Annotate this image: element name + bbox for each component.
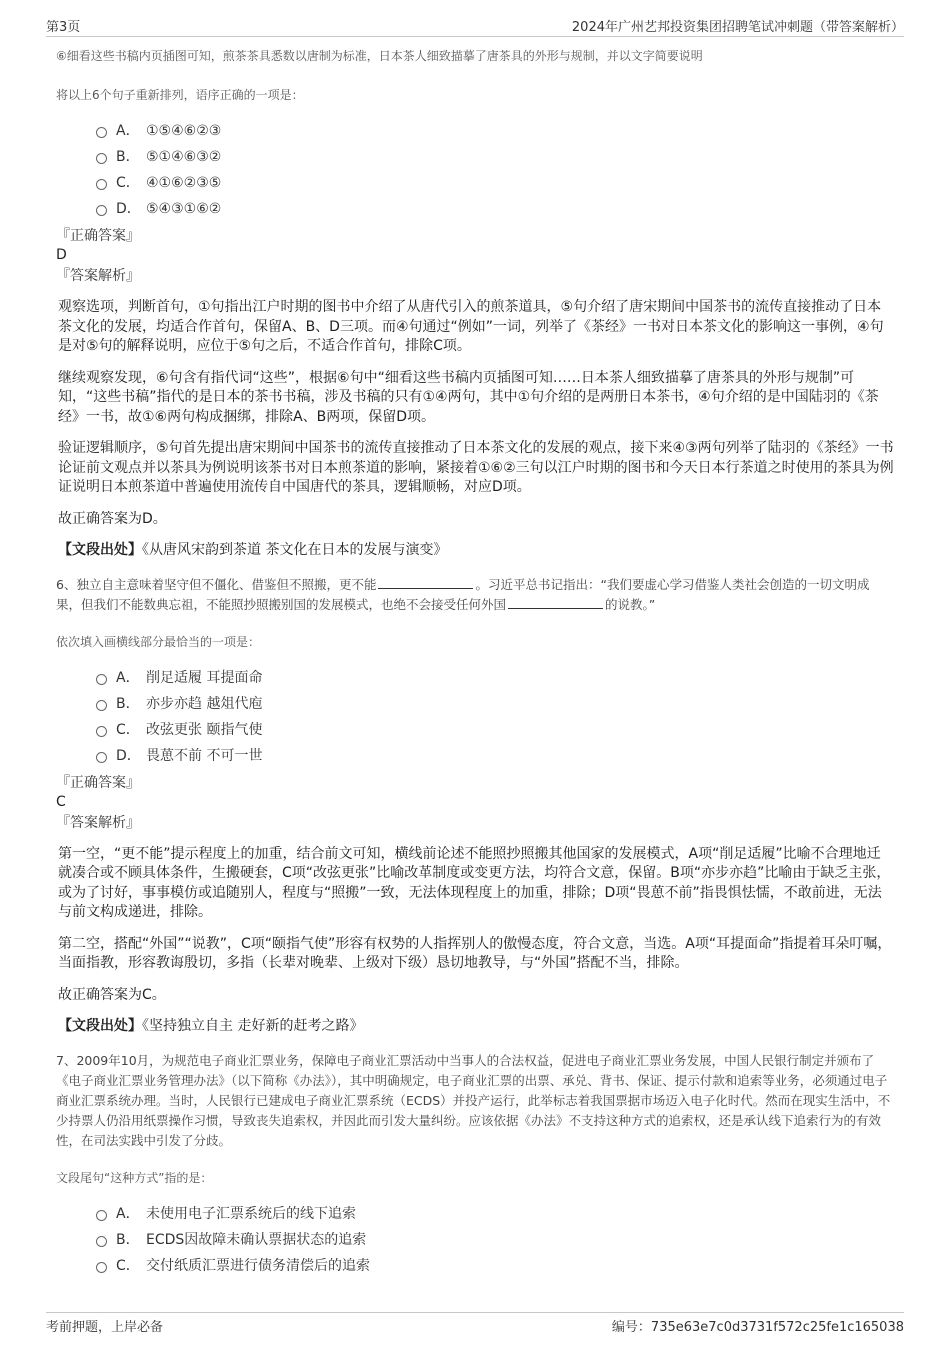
q6-option-a[interactable]: A． 削足适履 耳提面命: [56, 665, 894, 691]
q5-answer-tag: 『正确答案』: [56, 228, 140, 244]
q6-analysis-p2: 第二空，搭配“外国”“说教”，C项“颐指气使”形容有权势的人指挥别人的傲慢态度，符合文意，当选。A项“耳提面命”指提着耳朵叮嘱，当面指教，形容教诲殷切，多指（长辈对晚辈、上级对下级）恳切地教导，与“外国”搭配不当，排除。: [58, 935, 892, 971]
q6-option-c[interactable]: C． 改弦更张 颐指气使: [56, 717, 894, 743]
q5-analysis-p2: 继续观察发现，⑥句含有指代词“这些”，根据⑥句中“细看这些书稿内页插图可知……日本茶人细致描摹了唐茶具的外形与规制”可知，“这些书稿”指代的是日本的茶书书稿，涉及书稿的只有①④两句，其中①句介绍的是两册日本茶书，④句介绍的是中国陆羽的《茶经》一书，故①⑥两句构成捆绑，排除A、B两项，保留D项。: [58, 369, 879, 425]
radio-icon[interactable]: [96, 752, 107, 763]
page-header: [46, 14, 904, 37]
radio-icon[interactable]: [96, 1236, 107, 1247]
footer-slogan: 考前押题，上岸必备: [46, 1320, 164, 1335]
q6-blank-1: [378, 576, 473, 589]
q6-stem: 6、独立自主意味着坚守但不僵化、借鉴但不照搬，更不能 。习近平总书记指出：“我们要虚心学习借鉴人类社会创造的一切文明成果，但我们不能数典忘祖，不能照抄照搬别国的发展模式，也绝不会接受任何外国 的说教。”: [56, 576, 870, 612]
document-title: 2024年广州艺邦投资集团招聘笔试冲刺题（带答案解析）: [571, 20, 904, 35]
q5-analysis-conclusion: 故正确答案为D。: [58, 510, 167, 527]
q5-option-a[interactable]: A． ①⑤④⑥②③: [56, 118, 894, 144]
q6-analysis-tag: 『答案解析』: [56, 814, 140, 831]
q6-source: 【文段出处】《坚持独立自主 走好新的赶考之路》: [58, 1018, 364, 1034]
radio-icon[interactable]: [96, 726, 107, 737]
q6-prompt: 依次填入画横线部分最恰当的一项是：: [56, 634, 261, 649]
q6-option-d[interactable]: D． 畏葸不前 不可一世: [56, 743, 894, 769]
radio-icon[interactable]: [96, 674, 107, 685]
page-number: 第3页: [46, 20, 81, 35]
q6-analysis-conclusion: 故正确答案为C。: [58, 986, 166, 1003]
q7-option-c[interactable]: C． 交付纸质汇票进行债务清偿后的追索: [56, 1253, 894, 1279]
radio-icon[interactable]: [96, 153, 107, 164]
radio-icon[interactable]: [96, 205, 107, 216]
q5-option-d[interactable]: D． ⑤④③①⑥②: [56, 196, 894, 222]
q7-prompt: 文段尾句“这种方式”指的是：: [56, 1170, 213, 1185]
radio-icon[interactable]: [96, 700, 107, 711]
q7-option-b[interactable]: B． ECDS因故障未确认票据状态的追索: [56, 1227, 894, 1253]
q6-options: [56, 665, 894, 769]
q7-stem: 7、2009年10月，为规范电子商业汇票业务，保障电子商业汇票活动中当事人的合法权益，促进电子商业汇票业务发展，中国人民银行制定并颁布了《电子商业汇票业务管理办法》（以下简称《办法》），其中明确规定，电子商业汇票的出票、承兑、背书、保证、提示付款和追索等业务，必须通过电子商业汇票系统办理。当时，人民银行已建成电子商业汇票系统（ECDS）并投产运行，此举标志着我国票据市场迈入电子化时代。然而在现实生活中，不少持票人仍沿用纸票操作习惯，导致丧失追索权，并因此而引发大量纠纷。应该依据《办法》不支持这种方式的追索权，还是承认线下追索行为的有效性，在司法实践中引发了分歧。: [56, 1052, 891, 1148]
q5-analysis-tag: 『答案解析』: [56, 268, 140, 284]
main-content: [56, 40, 894, 1279]
q5-analysis-p3: 验证逻辑顺序，⑤句首先提出唐宋期间中国茶书的流传直接推动了日本茶文化的发展的观点，接下来④③两句列举了陆羽的《茶经》一书论证前文观点并以茶具为例说明该茶书对日本煎茶道的影响，紧接着①⑥②三句以江户时期的图书和今天日本行茶道之时使用的茶具为例证说明日本煎茶道中普遍使用流传自中国唐代的茶具，逻辑顺畅，对应D项。: [58, 440, 894, 495]
document-id: 编号：735e63e7c0d3731f572c25fe1c165038: [611, 1320, 904, 1335]
q5-sentence-6: ⑥细看这些书稿内页插图可知，煎茶茶具悉数以唐制为标准，日本茶人细致描摹了唐茶具的外形与规制，并以文字简要说明: [56, 49, 703, 63]
q5-analysis-p1: 观察选项，判断首句，①句指出江户时期的图书中介绍了从唐代引入的煎茶道具，⑤句介绍了唐宋期间中国茶书的流传直接推动了日本茶文化的发展，均适合作首句，保留A、B、D三项。而④句通过“例如”一词，列举了《茶经》一书对日本茶文化的影响这一事例，④句是对⑤句的解释说明，应位于⑤句之后，不适合作首句，排除C项。: [58, 299, 884, 354]
q5-prompt: 将以上6个句子重新排列，语序正确的一项是：: [56, 88, 304, 102]
radio-icon[interactable]: [96, 127, 107, 138]
q5-option-b[interactable]: B． ⑤①④⑥③②: [56, 144, 894, 170]
page-footer: [46, 1312, 904, 1337]
q6-answer-tag: 『正确答案』: [56, 774, 140, 791]
radio-icon[interactable]: [96, 179, 107, 190]
q5-options: [56, 118, 894, 222]
q7-option-a[interactable]: A． 未使用电子汇票系统后的线下追索: [56, 1201, 894, 1227]
q6-analysis-p1: 第一空，“更不能”提示程度上的加重，结合前文可知，横线前论述不能照抄照搬其他国家的发展模式，A项“削足适履”比喻不合理地迁就凑合或不顾具体条件，生搬硬套，C项“改弦更张”比喻改革制度或变更方法，均符合文意，保留。B项“亦步亦趋”比喻由于缺乏主张，或为了讨好，事事模仿或追随别人，程度与“照搬”一致，无法体现程度上的加重，排除；D项“畏葸不前”指畏惧怯懦，不敢前进，无法与前文构成递进，排除。: [58, 845, 891, 920]
q6-blank-2: [508, 596, 603, 609]
radio-icon[interactable]: [96, 1210, 107, 1221]
q5-option-c[interactable]: C． ④①⑥②③⑤: [56, 170, 894, 196]
q5-answer: D: [56, 247, 67, 263]
q6-option-b[interactable]: B． 亦步亦趋 越俎代庖: [56, 691, 894, 717]
q7-options: [56, 1201, 894, 1279]
q5-source: 【文段出处】《从唐风宋韵到茶道 茶文化在日本的发展与演变》: [58, 542, 448, 558]
radio-icon[interactable]: [96, 1262, 107, 1273]
q6-answer: C: [56, 793, 66, 810]
